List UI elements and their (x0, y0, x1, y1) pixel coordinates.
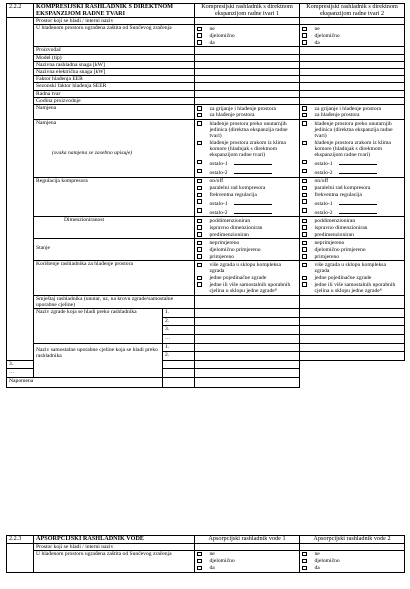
checkbox-icon[interactable] (302, 219, 307, 224)
checkbox-icon[interactable] (302, 193, 307, 198)
row-label-prostor: Prostor koji se hladi / interni naziv (34, 18, 195, 25)
checkbox-option[interactable]: djelomično (302, 33, 402, 39)
field[interactable] (163, 377, 195, 387)
checkbox-option[interactable]: hlađenje prostora preko unutarnjih jedinica (direktna ekspanzija radne tvari) (302, 121, 402, 140)
field[interactable] (195, 334, 300, 343)
checkbox-option[interactable]: ne (302, 551, 402, 557)
row-label-regulacija: Regulacija kompresora (34, 177, 195, 217)
checkbox-icon[interactable] (197, 566, 202, 571)
checkbox-option[interactable]: hlađenje prostora zrakom iz klima komore (hladnjak s direktnom ekspanzijom radne tvari) (197, 140, 297, 159)
row-label-zastita: U hlađenom prostoru ugrađena zaštita od Sunčevog zračenja (34, 550, 195, 572)
field[interactable] (195, 76, 300, 83)
row-number: 2. (163, 352, 195, 361)
checkbox-icon[interactable] (197, 186, 202, 191)
field[interactable] (300, 83, 405, 90)
checkbox-option[interactable]: primjereno (197, 254, 297, 260)
checkbox-option[interactable]: predimenzioniran (197, 232, 297, 238)
checkbox-icon[interactable] (197, 121, 202, 126)
checkbox-icon[interactable] (302, 121, 307, 126)
options-koristenje-2 (300, 261, 405, 295)
checkbox-icon[interactable] (197, 40, 202, 45)
field[interactable] (195, 68, 300, 75)
checkbox-icon[interactable] (302, 263, 307, 268)
checkbox-option[interactable]: hlađenje prostora preko unutarnjih jedinica (direktna ekspanzija radne tvari) (197, 121, 297, 140)
field[interactable] (300, 326, 405, 335)
checkbox-icon[interactable] (302, 199, 307, 204)
checkbox-icon[interactable] (197, 232, 202, 237)
row-label-dimenzioniranost: Dimenzioniranost (34, 217, 195, 239)
checkbox-icon[interactable] (197, 559, 202, 564)
checkbox-icon[interactable] (302, 33, 307, 38)
checkbox-icon[interactable] (302, 254, 307, 259)
options-namjena-2 (300, 105, 405, 120)
checkbox-icon[interactable] (302, 40, 307, 45)
column-header-2: Kompresijski rashladnik s direktnom ekspanzijom radne tvari 2 (300, 4, 405, 18)
checkbox-option[interactable]: on/off (197, 178, 297, 184)
field[interactable] (195, 360, 300, 369)
checkbox-option[interactable]: više zgrada u sklopu kompleksa zgrada (197, 262, 297, 274)
checkbox-option[interactable]: poddimenzioniran (197, 218, 297, 224)
checkbox-icon[interactable] (197, 208, 202, 213)
checkbox-option[interactable]: paralelni rad kompresora (197, 185, 297, 191)
options-namjena-detail-1 (195, 120, 300, 178)
checkbox-option[interactable]: jedne pojedinačne zgrade (302, 275, 402, 281)
checkbox-option[interactable]: da (197, 40, 297, 46)
checkbox-icon[interactable] (302, 282, 307, 287)
checkbox-option[interactable]: ostalo-1 (302, 199, 402, 207)
section-title: APSORPCIJSKI RASHLADNIK VODE (34, 536, 195, 544)
field[interactable] (195, 317, 300, 326)
field[interactable] (195, 61, 300, 68)
checkbox-icon[interactable] (197, 241, 202, 246)
row-number: … (163, 334, 195, 343)
checkbox-icon[interactable] (302, 179, 307, 184)
checkbox-icon[interactable] (302, 113, 307, 118)
options-regulacija-2 (300, 177, 405, 217)
blank-line[interactable] (339, 199, 377, 205)
checkbox-option[interactable]: ostalo-1 (197, 159, 297, 167)
checkbox-option[interactable]: jedne ili više samostalnih uporabnih cjelina u sklopu jedne zgrade⁸ (302, 282, 402, 294)
column-header-2: Apsorpcijski rashladnik vode 2 (300, 536, 405, 544)
blank-line[interactable] (339, 159, 377, 165)
blank-line[interactable] (339, 208, 377, 214)
field[interactable] (195, 295, 300, 308)
checkbox-icon[interactable] (197, 169, 202, 174)
row-label-prostor: Prostor koji se hladi / interni naziv (34, 543, 195, 550)
row-label-proizvodac: Proizvođač (34, 47, 195, 54)
checkbox-icon[interactable] (197, 33, 202, 38)
checkbox-option[interactable]: ne (197, 551, 297, 557)
checkbox-icon[interactable] (302, 552, 307, 557)
blank-line[interactable] (234, 208, 272, 214)
field[interactable] (195, 352, 300, 361)
section-code: 2.2.3 (7, 536, 34, 544)
checkbox-option[interactable]: više zgrada u sklopu kompleksa zgrada (302, 262, 402, 274)
table-absorption-chiller (6, 535, 405, 573)
checkbox-option[interactable]: da (302, 40, 402, 46)
field[interactable] (195, 47, 300, 54)
field[interactable] (195, 369, 300, 378)
field[interactable] (300, 61, 405, 68)
section-code: 2.2.2 (7, 4, 34, 18)
checkbox-icon[interactable] (197, 276, 202, 281)
checkbox-icon[interactable] (302, 276, 307, 281)
row-label-eer: Faktor hlađenja EER (34, 76, 195, 83)
field[interactable] (300, 309, 405, 318)
field[interactable] (195, 97, 300, 104)
row-label-radna-tvar: Radna tvar (34, 90, 195, 97)
checkbox-icon[interactable] (302, 247, 307, 252)
checkbox-icon[interactable] (197, 27, 202, 32)
table-compression-chiller (6, 3, 405, 388)
field[interactable] (300, 97, 405, 104)
field[interactable] (300, 543, 405, 550)
checkbox-option[interactable]: djelomično primjereno (197, 247, 297, 253)
row-number: 2. (163, 317, 195, 326)
checkbox-icon[interactable] (302, 169, 307, 174)
blank-line[interactable] (234, 199, 272, 205)
checkbox-icon[interactable] (302, 106, 307, 111)
checkbox-icon[interactable] (302, 225, 307, 230)
row-label-smjestaj: Smještaj rashladnika (unutar, uz, na krovu zgrade/samostalne uporabne cjeline) (34, 295, 195, 308)
row-number: 1. (163, 309, 195, 318)
checkbox-option[interactable]: ispravno dimenzioniran (197, 225, 297, 231)
row-label-namjena: Namjena (34, 105, 195, 120)
checkbox-icon[interactable] (302, 232, 307, 237)
checkbox-icon[interactable] (302, 241, 307, 246)
checkbox-option[interactable]: ostalo-2 (302, 208, 402, 216)
row-label-koristenje: Korištenje rashladnika za hlađenje prostora (34, 261, 195, 295)
field[interactable] (300, 76, 405, 83)
field-prostor-2[interactable] (300, 18, 405, 25)
checkbox-option[interactable]: ostalo-1 (302, 159, 402, 167)
options-zastita-2 (300, 550, 405, 572)
left-margin-cell (7, 18, 34, 361)
checkbox-icon[interactable] (197, 199, 202, 204)
checkbox-option[interactable]: ostalo-1 (197, 199, 297, 207)
checkbox-icon[interactable] (197, 179, 202, 184)
checkbox-option[interactable]: neprimjereno (197, 240, 297, 246)
field-prostor-1[interactable] (195, 18, 300, 25)
checkbox-icon[interactable] (302, 186, 307, 191)
checkbox-icon[interactable] (197, 247, 202, 252)
options-regulacija-1 (195, 177, 300, 217)
checkbox-option[interactable]: frekventna regulacija (302, 192, 402, 198)
checkbox-icon[interactable] (197, 113, 202, 118)
row-number: … (7, 369, 34, 378)
options-zastita-2 (300, 25, 405, 47)
field[interactable] (195, 343, 300, 352)
checkbox-option[interactable]: jedne ili više samostalnih uporabnih cjelina u sklopu jedne zgrade⁸ (197, 282, 297, 294)
blank-line[interactable] (234, 159, 272, 165)
checkbox-icon[interactable] (302, 208, 307, 213)
row-label-model: Model (tip) (34, 54, 195, 61)
options-stanje-2 (300, 239, 405, 261)
field[interactable] (300, 54, 405, 61)
field[interactable] (300, 317, 405, 326)
checkbox-option[interactable]: djelomično primjereno (302, 247, 402, 253)
checkbox-option[interactable]: poddimenzioniran (302, 218, 402, 224)
checkbox-icon[interactable] (197, 254, 202, 259)
checkbox-option[interactable]: frekventna regulacija (197, 192, 297, 198)
checkbox-option[interactable]: za hlađenje prostora (302, 112, 402, 118)
checkbox-option[interactable]: da (197, 565, 297, 571)
checkbox-icon[interactable] (197, 552, 202, 557)
checkbox-option[interactable]: jedne pojedinačne zgrade (197, 275, 297, 281)
checkbox-icon[interactable] (197, 219, 202, 224)
checkbox-option[interactable]: djelomično (302, 558, 402, 564)
checkbox-option[interactable]: ne (302, 26, 402, 32)
field[interactable] (300, 90, 405, 97)
checkbox-option[interactable]: paralelni rad kompresora (302, 185, 402, 191)
field[interactable] (300, 295, 405, 308)
checkbox-option[interactable]: ne (197, 26, 297, 32)
checkbox-icon[interactable] (302, 566, 307, 571)
checkbox-option[interactable]: ostalo-2 (197, 208, 297, 216)
row-label-napomena: Napomena (7, 377, 163, 387)
options-dim-2 (300, 217, 405, 239)
blank-line[interactable] (339, 168, 377, 174)
row-label-namjena-detail: Namjena (svaka namjena se zasebno upisuje) (34, 120, 195, 178)
checkbox-option[interactable]: za grijanje i hlađenje prostora (302, 106, 402, 112)
row-label-rashladna-snaga: Nazivna rashladna snaga [kW] (34, 61, 195, 68)
checkbox-option[interactable]: ostalo-2 (302, 168, 402, 176)
checkbox-icon[interactable] (302, 141, 307, 146)
checkbox-option[interactable]: za grijanje i hlađenje prostora (197, 106, 297, 112)
field[interactable] (195, 326, 300, 335)
checkbox-option[interactable]: djelomično (197, 33, 297, 39)
field[interactable] (300, 352, 405, 361)
row-number: 3. (7, 360, 34, 369)
checkbox-icon[interactable] (197, 225, 202, 230)
blank-line[interactable] (234, 168, 272, 174)
field[interactable] (195, 309, 300, 318)
options-koristenje-1 (195, 261, 300, 295)
checkbox-option[interactable]: djelomično (197, 558, 297, 564)
checkbox-option[interactable]: da (302, 565, 402, 571)
row-label-naziv-zgrade: Naziv zgrade koja se hladi preko rashladnika (34, 309, 163, 343)
checkbox-option[interactable]: ispravno dimenzioniran (302, 225, 402, 231)
field[interactable] (195, 543, 300, 550)
section-title: KOMPRESIJSKI RASHLADNIK S DIREKTNOM EKSPANZIJOM RADNE TVARI (34, 4, 195, 18)
checkbox-option[interactable]: za hlađenje prostora (197, 112, 297, 118)
options-zastita-1 (195, 25, 300, 47)
options-stanje-1 (195, 239, 300, 261)
field[interactable] (300, 68, 405, 75)
checkbox-icon[interactable] (197, 106, 202, 111)
checkbox-icon[interactable] (197, 193, 202, 198)
row-label-elektricna-snaga: Nazivna električna snaga [kW] (34, 68, 195, 75)
field[interactable] (163, 360, 195, 369)
row-label-godina: Godina proizvodnje (34, 97, 195, 104)
options-namjena-1 (195, 105, 300, 120)
checkbox-icon[interactable] (197, 141, 202, 146)
field[interactable] (300, 334, 405, 343)
checkbox-icon[interactable] (302, 27, 307, 32)
row-label-seer: Sezonski faktor hlađenja SEER (34, 83, 195, 90)
row-number: 3. (163, 326, 195, 335)
row-label-stanje: Stanje (34, 239, 195, 261)
checkbox-icon[interactable] (197, 263, 202, 268)
checkbox-option[interactable]: ostalo-2 (197, 168, 297, 176)
field[interactable] (300, 47, 405, 54)
checkbox-icon[interactable] (302, 559, 307, 564)
options-dim-1 (195, 217, 300, 239)
field[interactable] (300, 343, 405, 352)
row-label-naziv-cjeline: Naziv samostalne uporabne cjeline koja se hladi preko rashladnika (34, 343, 163, 377)
field[interactable] (195, 83, 300, 90)
column-header-1: Kompresijski rashladnik s direktnom ekspanzijom radne tvari 1 (195, 4, 300, 18)
checkbox-icon[interactable] (302, 160, 307, 165)
field[interactable] (195, 90, 300, 97)
field[interactable] (195, 54, 300, 61)
options-zastita-1 (195, 550, 300, 572)
field[interactable] (195, 377, 300, 387)
checkbox-icon[interactable] (197, 160, 202, 165)
options-namjena-detail-2 (300, 120, 405, 178)
checkbox-option[interactable]: on/off (302, 178, 402, 184)
checkbox-option[interactable]: hlađenje prostora zrakom iz klima komore (hladnjak s direktnom ekspanzijom radne tvari) (302, 140, 402, 159)
row-label-zastita: U hlađenom prostoru ugrađena zaštita od Sunčevog zračenja (34, 25, 195, 47)
column-header-1: Apsorpcijski rashladnik vode 1 (195, 536, 300, 544)
row-number: 1. (163, 343, 195, 352)
checkbox-option[interactable]: predimenzioniran (302, 232, 402, 238)
checkbox-option[interactable]: primjereno (302, 254, 402, 260)
field[interactable] (163, 369, 195, 378)
checkbox-option[interactable]: neprimjereno (302, 240, 402, 246)
left-margin-cell (7, 543, 34, 572)
checkbox-icon[interactable] (197, 282, 202, 287)
